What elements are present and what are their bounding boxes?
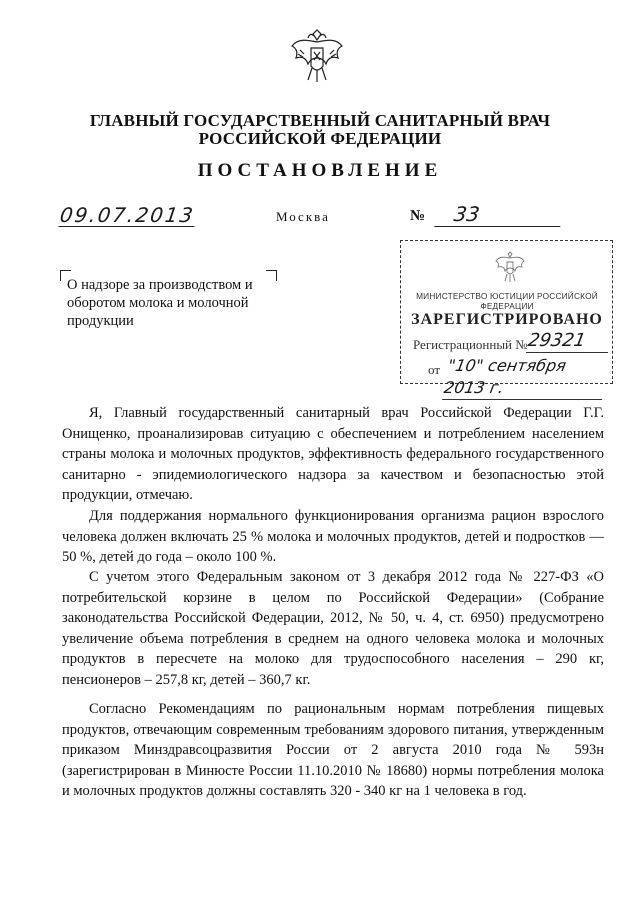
body-paragraph: Согласно Рекомендациям по рациональным нормам потребления пищевых продуктов, отвечающим современным требованиям здорового питания, утвержденным приказом Минздравсоцразвития России от 2 августа 2010 года № 593н (зарегистрирован в Минюсте России 11.10.2010 № 18680) нормы потребления молока и молочных продуктов должны составлять 320 - 340 кг на 1 человека в год.: [62, 701, 604, 799]
stamp-from-label: от: [428, 362, 441, 377]
authority-subtitle: РОССИЙСКОЙ ФЕДЕРАЦИИ: [198, 129, 442, 148]
subject-line: оборотом молока и молочной: [67, 295, 249, 311]
stamp-emblem-icon: [492, 249, 528, 285]
body-paragraph: Для поддержания нормального функционирования организма рацион взрослого человека должен включать 25 % молока и молочных продуктов, детей и подростков — 50 %, детей до года – около 100 %.: [62, 508, 604, 565]
document-type: ПОСТАНОВЛЕНИЕ: [197, 160, 443, 181]
stamp-regnum-value: 29321: [526, 330, 612, 353]
emblem-icon: [286, 26, 348, 88]
stamp-date-value: "10" сентября 2013 г.: [442, 355, 610, 400]
document-number: 33: [434, 202, 564, 227]
document-subject: [67, 276, 275, 330]
subject-line: продукции: [67, 313, 134, 329]
document-number-label: №: [410, 208, 426, 224]
document-date: 09.07.2013: [58, 203, 197, 227]
authority-title: ГЛАВНЫЙ ГОСУДАРСТВЕННЫЙ САНИТАРНЫЙ ВРАЧ: [89, 111, 551, 130]
stamp-registered: ЗАРЕГИСТРИРОВАНО: [411, 311, 603, 328]
document-city: Москва: [276, 209, 330, 224]
stamp-regnum-label: Регистрационный №: [413, 337, 528, 352]
subject-line: О надзоре за производством и: [67, 277, 253, 293]
stamp-ministry: МИНИСТЕРСТВО ЮСТИЦИИ РОССИЙСКОЙ ФЕДЕРАЦИИ: [416, 291, 598, 311]
body-paragraph: Я, Главный государственный санитарный врач Российской Федерации Г.Г. Онищенко, проанализировав ситуацию с обеспечением и потреблением населением страны молока и молочных продуктов, эффективность федерального государственного санитарно - эпидемиологического надзора за качеством и безопасностью этой продукции, отмечаю.: [62, 405, 604, 503]
body-paragraph: С учетом этого Федеральным законом от 3 декабря 2012 года № 227-ФЗ «О потребительской корзине в целом по Российской Федерации» (Собрание законодательства Российской Федерации, 2012, № 50, ч. 4, ст. 6950) предусмотрено увеличение объема потребления в среднем на одного человека молока и молочных продуктов в пересчете на молоко для трудоспособного населения – 290 кг, пенсионеров – 257,8 кг, детей – 360,7 кг.: [62, 569, 604, 688]
